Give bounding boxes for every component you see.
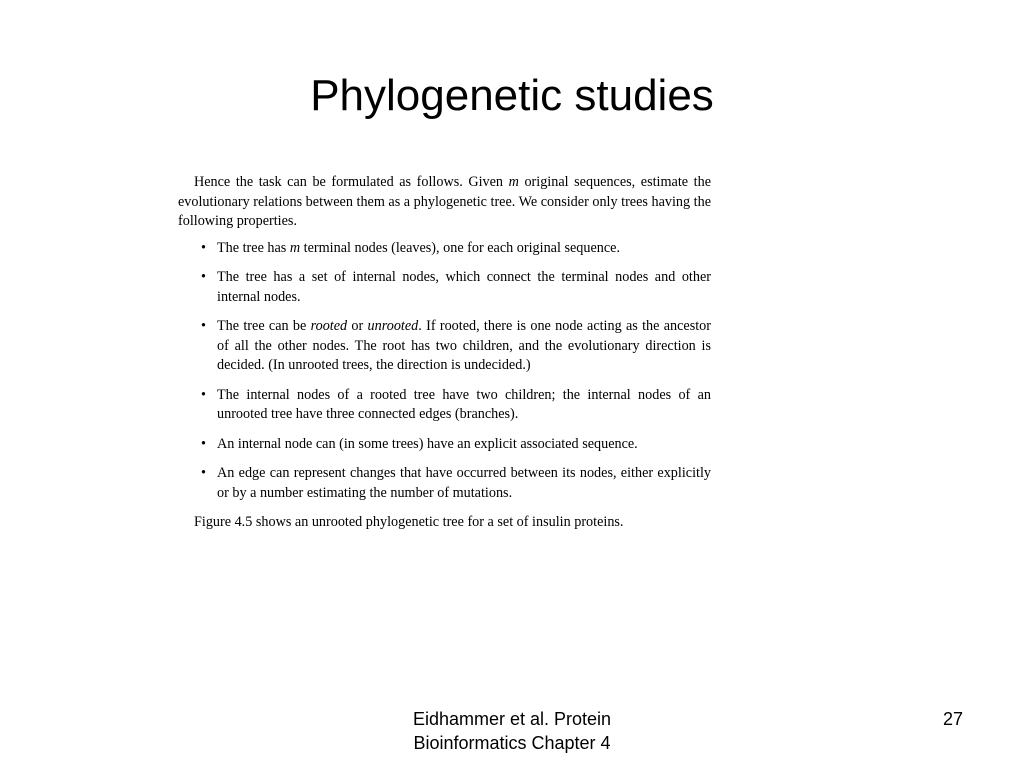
bullet-icon: • [201, 386, 206, 403]
text-run: An internal node can (in some trees) have an explicit associated sequence. [217, 435, 638, 452]
bullet-icon: • [201, 435, 206, 452]
bullet-icon: • [201, 239, 206, 256]
property-item-4 [178, 386, 711, 425]
property-item-5 [178, 435, 711, 455]
property-text [217, 387, 711, 423]
text-run: The tree can be [217, 318, 311, 334]
book-excerpt [178, 173, 711, 533]
property-item-2 [178, 268, 711, 307]
footer-source-line-2: Bioinformatics Chapter 4 [413, 733, 611, 753]
property-item-1 [178, 239, 711, 259]
text-run: The tree has a set of internal nodes, which connect the terminal nodes and other internal nodes. [217, 269, 711, 305]
italic-term: m [508, 174, 519, 190]
property-text [217, 240, 620, 256]
property-item-3 [178, 317, 711, 376]
text-run: or [347, 318, 368, 334]
text-run: terminal nodes (leaves), one for each original sequence. [300, 239, 620, 256]
text-run: The internal nodes of a rooted tree have two children; the internal nodes of an unrooted tree have three connected edges (branches). [217, 386, 711, 422]
bullet-icon: • [201, 465, 206, 481]
footer-source-line-1: Eidhammer et al. Protein [412, 709, 612, 729]
page-number: 27 [942, 709, 963, 729]
text-run: An edge can represent changes that have occurred between its nodes, either explicitly or by a number estimating the number of mutations. [217, 465, 711, 501]
footer-source [332, 707, 692, 755]
property-item-6 [178, 464, 711, 503]
italic-term: m [289, 239, 301, 256]
text-run: The tree has [217, 239, 290, 256]
property-text [217, 269, 711, 305]
bullet-icon: • [201, 318, 206, 334]
property-text [217, 318, 711, 373]
slide-title: Phylogenetic studies [310, 71, 714, 120]
property-text [217, 436, 638, 452]
property-list [178, 239, 711, 504]
text-run: original sequences, estimate the evolutionary relations between them as a phylogenetic tree. We consider only trees having the following properties. [178, 174, 711, 229]
bullet-icon: • [201, 269, 206, 285]
intro-paragraph [178, 173, 711, 232]
text-run: Hence the task can be formulated as follows. Given [194, 174, 509, 190]
closing-paragraph: Figure 4.5 shows an unrooted phylogenetic tree for a set of insulin proteins. [194, 514, 624, 530]
italic-term: unrooted [367, 318, 419, 334]
property-text [217, 465, 711, 501]
text-run: . If rooted, there is one node acting as the ancestor of all the other nodes. The root has two children, and the evolutionary direction is decided. (In unrooted trees, the direction is undecided.) [217, 318, 711, 373]
italic-term: rooted [310, 318, 348, 334]
